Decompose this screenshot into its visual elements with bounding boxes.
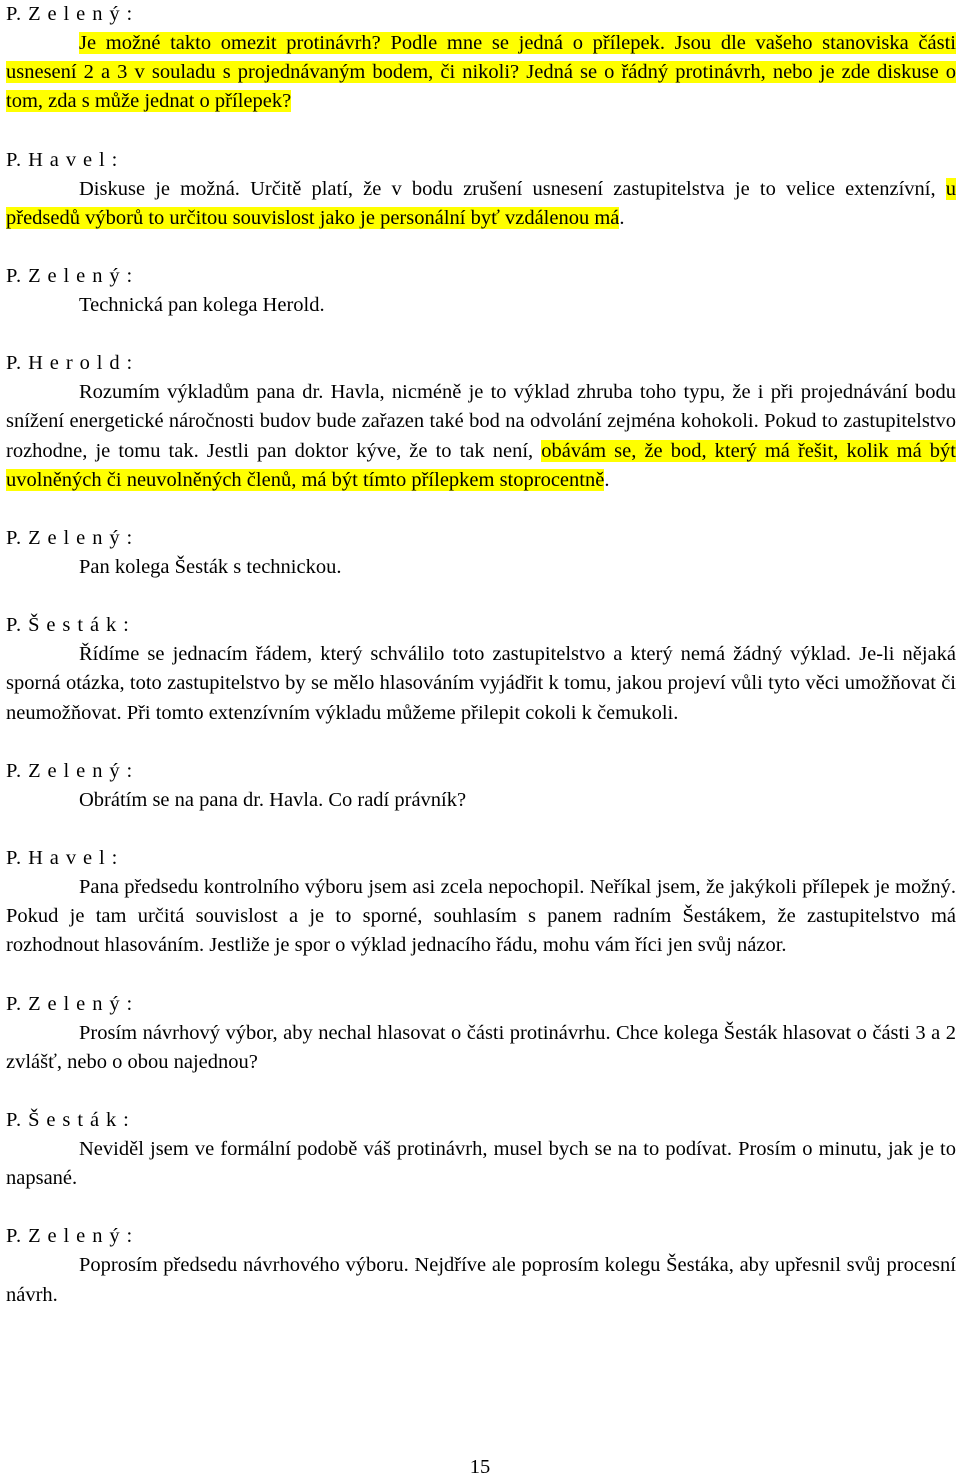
speech-turn bbox=[6, 146, 956, 233]
speech-turn bbox=[6, 1106, 956, 1193]
speaker-name: P. Z e l e n ý : bbox=[6, 265, 134, 288]
speaker-name: P. Š e s t á k : bbox=[6, 614, 130, 637]
speech-text bbox=[6, 29, 956, 117]
speech-segment: Poprosím předsedu návrhového výboru. Nejdříve ale poprosím kolegu Šestáka, aby upřesnil svůj procesní návrh. bbox=[6, 1254, 956, 1306]
speech-turn bbox=[6, 844, 956, 961]
speech-segment: Diskuse je možná. Určitě platí, že v bodu zrušení usnesení zastupitelstva je to velice extenzívní, bbox=[79, 177, 946, 200]
speech-segment: Neviděl jsem ve formální podobě váš protinávrh, musel bych se na to podívat. Prosím o minutu, jak je to napsané. bbox=[6, 1138, 956, 1190]
speech-segment: Prosím návrhový výbor, aby nechal hlasovat o části protinávrhu. Chce kolega Šesták hlasovat o části 3 a 2 zvlášť, nebo o obou najednou? bbox=[6, 1021, 956, 1073]
speech-turn bbox=[6, 524, 956, 582]
highlighted-text: u předsedů výborů to určitou souvislost jako je personální byť vzdálenou má bbox=[6, 177, 956, 229]
speech-text bbox=[6, 1019, 956, 1077]
speech-turn bbox=[6, 611, 956, 728]
speech-segment: Technická pan kolega Herold. bbox=[79, 294, 325, 317]
speaker-name: P. Z e l e n ý : bbox=[6, 992, 134, 1015]
transcript-body bbox=[6, 0, 956, 1310]
highlighted-text: Je možné takto omezit protinávrh? Podle mne se jedná o přílepek. Jsou dle vašeho stanoviska části usnesení 2 a 3 v souladu s projednávaným bodem, či nikoli? Jedná se o řádný protinávrh, nebo je zde diskuse o tom, zda s může jednat o přílepek? bbox=[6, 32, 956, 113]
speech-text bbox=[6, 1135, 956, 1193]
highlighted-text: obávám se, že bod, který má řešit, kolik má být uvolněných či neuvolněných členů, má být tímto přílepkem stoprocentně bbox=[6, 439, 956, 491]
speech-segment: . bbox=[619, 206, 625, 229]
speech-segment: Pan kolega Šesták s technickou. bbox=[79, 556, 342, 579]
speech-text bbox=[6, 873, 956, 961]
speaker-name: P. Š e s t á k : bbox=[6, 1109, 130, 1132]
speech-text bbox=[6, 786, 956, 815]
speaker-name: P. Z e l e n ý : bbox=[6, 1225, 134, 1248]
speech-segment: Řídíme se jednacím řádem, který schválilo toto zastupitelstvo a který nemá žádný výklad. Je-li nějaká sporná otázka, toto zastupitelstvo by se mělo hlasováním vyjádřit k tomu, jakou projeví vůli tyto věci umožňovat či neumožňovat. Při tomto extenzívním výkladu můžeme přilepit cokoli k čemukoli. bbox=[6, 643, 956, 724]
speaker-name: P. H a v e l : bbox=[6, 148, 119, 171]
transcript-page bbox=[6, 0, 956, 1339]
speech-turn bbox=[6, 757, 956, 815]
speaker-name: P. H a v e l : bbox=[6, 847, 119, 870]
speech-text bbox=[6, 553, 956, 582]
page-number: 15 bbox=[469, 1456, 491, 1478]
speaker-name: P. Z e l e n ý : bbox=[6, 759, 134, 782]
speech-text bbox=[6, 291, 956, 320]
speech-turn bbox=[6, 349, 956, 495]
speech-segment: . bbox=[604, 468, 610, 491]
speech-turn bbox=[6, 990, 956, 1077]
speech-segment: Obrátím se na pana dr. Havla. Co radí právník? bbox=[79, 788, 467, 811]
speech-turn bbox=[6, 0, 956, 117]
speaker-name: P. Z e l e n ý : bbox=[6, 527, 134, 550]
speech-text bbox=[6, 175, 956, 233]
speech-text bbox=[6, 640, 956, 728]
speech-turn bbox=[6, 262, 956, 320]
speech-segment: Rozumím výkladům pana dr. Havla, nicméně je to výklad zhruba toho typu, že i při projednávání bodu snížení energetické náročnosti budov bude zařazen také bod na odvolání zejména kohokoli. Pokud to zastupitelstvo rozhodne, je tomu tak. Jestli pan doktor kýve, že to tak není, bbox=[6, 381, 956, 462]
speech-text bbox=[6, 378, 956, 495]
speech-text bbox=[6, 1251, 956, 1309]
speech-turn bbox=[6, 1222, 956, 1309]
speaker-name: P. Z e l e n ý : bbox=[6, 3, 134, 25]
speaker-name: P. H e r o l d : bbox=[6, 352, 134, 375]
speech-segment: Pana předsedu kontrolního výboru jsem asi zcela nepochopil. Neříkal jsem, že jakýkoli přílepek je možný. Pokud je tam určitá souvislost a je to sporné, souhlasím s panem radním Šestákem, že zastupitelstvo má rozhodnout hlasováním. Jestliže je spor o výklad jednacího řádu, mohu vám říci jen svůj názor. bbox=[6, 876, 956, 957]
